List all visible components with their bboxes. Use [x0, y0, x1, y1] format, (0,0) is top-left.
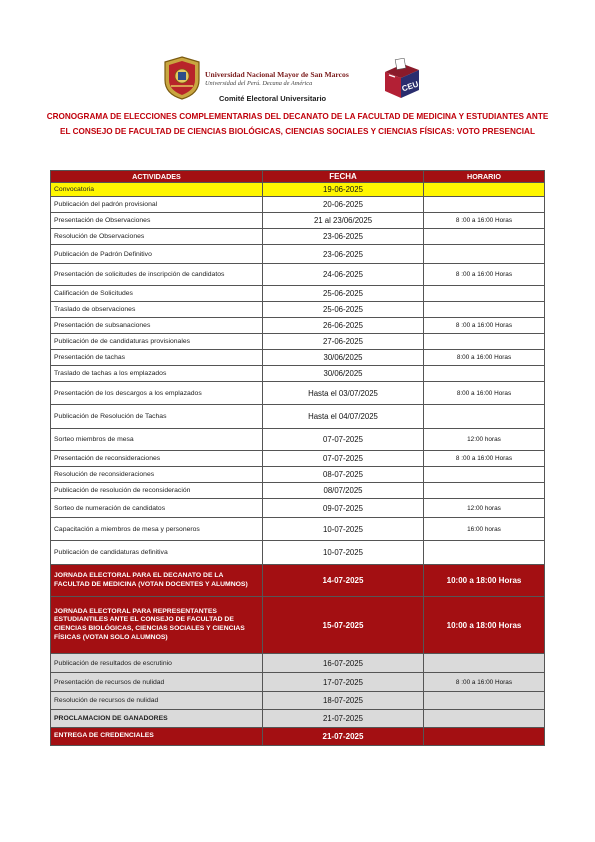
date-cell: 08/07/2025	[263, 483, 424, 499]
time-cell: 8:00 a 16:00 Horas	[424, 382, 545, 405]
table-row	[51, 245, 545, 264]
date-cell: 09-07-2025	[263, 499, 424, 518]
date-cell: 10-07-2025	[263, 541, 424, 565]
date-cell: 15-07-2025	[263, 597, 424, 654]
date-cell: 21-07-2025	[263, 728, 424, 746]
activity-cell: Publicación de resultados de escrutinio	[51, 654, 263, 673]
time-cell: 12:00 horas	[424, 429, 545, 451]
university-seal-icon	[163, 56, 201, 100]
time-cell	[424, 197, 545, 213]
time-cell	[424, 245, 545, 264]
time-cell	[424, 229, 545, 245]
date-cell: 26-06-2025	[263, 318, 424, 334]
date-cell: 27-06-2025	[263, 334, 424, 350]
table-row	[51, 565, 545, 597]
table-row	[51, 483, 545, 499]
column-header-date: FECHA	[263, 171, 424, 183]
table-row	[51, 302, 545, 318]
table-row	[51, 405, 545, 429]
activity-cell: Presentación de recursos de nulidad	[51, 673, 263, 692]
date-cell: 21 al 23/06/2025	[263, 213, 424, 229]
time-cell: 8:00 a 16:00 Horas	[424, 350, 545, 366]
activity-cell: JORNADA ELECTORAL PARA EL DECANATO DE LA FACULTAD DE MEDICINA (VOTAN DOCENTES Y ALUMNOS)	[51, 565, 263, 597]
activity-cell: Convocatoria	[51, 183, 263, 197]
date-cell: 19-06-2025	[263, 183, 424, 197]
activity-cell: Resolución de reconsideraciones	[51, 467, 263, 483]
activity-cell: Presentación de solicitudes de inscripción de candidatos	[51, 264, 263, 286]
table-row	[51, 597, 545, 654]
date-cell: Hasta el 04/07/2025	[263, 405, 424, 429]
activity-cell: Publicación de de candidaturas provisionales	[51, 334, 263, 350]
date-cell: 16-07-2025	[263, 654, 424, 673]
time-cell: 8 :00 a 16:00 Horas	[424, 213, 545, 229]
time-cell: 16:00 horas	[424, 518, 545, 541]
table-row	[51, 197, 545, 213]
university-subtitle: Universidad del Perú. Decana de América	[205, 80, 313, 87]
time-cell	[424, 654, 545, 673]
date-cell: 07-07-2025	[263, 429, 424, 451]
activity-cell: JORNADA ELECTORAL PARA REPRESENTANTES ESTUDIANTILES ANTE EL CONSEJO DE FACULTAD DE CIENCIAS BIOLÓGICAS, CIENCIAS SOCIALES Y CIENCIAS FÍSICAS (VOTAN SOLO ALUMNOS)	[51, 597, 263, 654]
time-cell	[424, 183, 545, 197]
table-row	[51, 213, 545, 229]
activity-cell: Publicación de resolución de reconsideración	[51, 483, 263, 499]
table-row	[51, 229, 545, 245]
time-cell: 8 :00 a 16:00 Horas	[424, 264, 545, 286]
activity-cell: Publicación de Resolución de Tachas	[51, 405, 263, 429]
date-cell: 30/06/2025	[263, 350, 424, 366]
table-header-row	[51, 171, 545, 183]
table-row	[51, 499, 545, 518]
date-cell: Hasta el 03/07/2025	[263, 382, 424, 405]
time-cell: 8 :00 a 16:00 Horas	[424, 318, 545, 334]
time-cell	[424, 728, 545, 746]
table-row	[51, 692, 545, 710]
date-cell: 25-06-2025	[263, 302, 424, 318]
table-row	[51, 728, 545, 746]
date-cell: 24-06-2025	[263, 264, 424, 286]
date-cell: 21-07-2025	[263, 710, 424, 728]
column-header-time: HORARIO	[424, 171, 545, 183]
activity-cell: Presentación de subsanaciones	[51, 318, 263, 334]
table-row	[51, 467, 545, 483]
table-row	[51, 518, 545, 541]
time-cell	[424, 692, 545, 710]
table-row	[51, 382, 545, 405]
date-cell: 23-06-2025	[263, 229, 424, 245]
date-cell: 20-06-2025	[263, 197, 424, 213]
table-row	[51, 654, 545, 673]
activity-cell: PROCLAMACION DE GANADORES	[51, 710, 263, 728]
activity-cell: Publicación de candidaturas definitiva	[51, 541, 263, 565]
time-cell	[424, 286, 545, 302]
document-header	[0, 54, 595, 106]
date-cell: 30/06/2025	[263, 366, 424, 382]
date-cell: 17-07-2025	[263, 673, 424, 692]
activity-cell: Sorteo miembros de mesa	[51, 429, 263, 451]
activity-cell: Calificación de Solicitudes	[51, 286, 263, 302]
activity-cell: Presentación de tachas	[51, 350, 263, 366]
table-row	[51, 541, 545, 565]
date-cell: 07-07-2025	[263, 451, 424, 467]
time-cell	[424, 483, 545, 499]
activity-cell: Presentación de Observaciones	[51, 213, 263, 229]
table-row	[51, 286, 545, 302]
date-cell: 18-07-2025	[263, 692, 424, 710]
time-cell	[424, 467, 545, 483]
time-cell	[424, 710, 545, 728]
date-cell: 14-07-2025	[263, 565, 424, 597]
time-cell	[424, 302, 545, 318]
date-cell: 08-07-2025	[263, 467, 424, 483]
time-cell	[424, 334, 545, 350]
ceu-logo-text: CEU	[400, 79, 420, 94]
table-row	[51, 429, 545, 451]
committee-name: Comité Electoral Universitario	[219, 94, 327, 103]
time-cell	[424, 541, 545, 565]
table-row	[51, 673, 545, 692]
activity-cell: Sorteo de numeración de candidatos	[51, 499, 263, 518]
time-cell: 10:00 a 18:00 Horas	[424, 597, 545, 654]
table-row	[51, 334, 545, 350]
activity-cell: Presentación de reconsideraciones	[51, 451, 263, 467]
activity-cell: Publicación del padrón provisional	[51, 197, 263, 213]
activity-cell: Resolución de recursos de nulidad	[51, 692, 263, 710]
ceu-ballot-box-logo	[381, 58, 423, 100]
time-cell	[424, 405, 545, 429]
column-header-activities: ACTIVIDADES	[51, 171, 263, 183]
activity-cell: ENTREGA DE CREDENCIALES	[51, 728, 263, 746]
table-row	[51, 183, 545, 197]
time-cell: 8 :00 a 16:00 Horas	[424, 673, 545, 692]
table-row	[51, 366, 545, 382]
activity-cell: Presentación de los descargos a los emplazados	[51, 382, 263, 405]
time-cell: 10:00 a 18:00 Horas	[424, 565, 545, 597]
time-cell: 8 :00 a 16:00 Horas	[424, 451, 545, 467]
date-cell: 25-06-2025	[263, 286, 424, 302]
schedule-table	[50, 170, 545, 746]
date-cell: 23-06-2025	[263, 245, 424, 264]
table-row	[51, 318, 545, 334]
time-cell	[424, 366, 545, 382]
activity-cell: Publicación de Padrón Definitivo	[51, 245, 263, 264]
table-row	[51, 264, 545, 286]
activity-cell: Resolución de Observaciones	[51, 229, 263, 245]
time-cell: 12:00 horas	[424, 499, 545, 518]
activity-cell: Capacitación a miembros de mesa y personeros	[51, 518, 263, 541]
document-title: CRONOGRAMA DE ELECCIONES COMPLEMENTARIAS DEL DECANATO DE LA FACULTAD DE MEDICINA Y ESTUDIANTES ANTE EL CONSEJO DE FACULTAD DE CIENCIAS BIOLÓGICAS, CIENCIAS SOCIALES Y CIENCIAS FÍSICAS: VOTO PRESENCIAL	[46, 112, 549, 136]
table-row	[51, 350, 545, 366]
university-name: Universidad Nacional Mayor de San Marcos	[205, 70, 349, 79]
activity-cell: Traslado de observaciones	[51, 302, 263, 318]
table-row	[51, 451, 545, 467]
table-row	[51, 710, 545, 728]
date-cell: 10-07-2025	[263, 518, 424, 541]
activity-cell: Traslado de tachas a los emplazados	[51, 366, 263, 382]
